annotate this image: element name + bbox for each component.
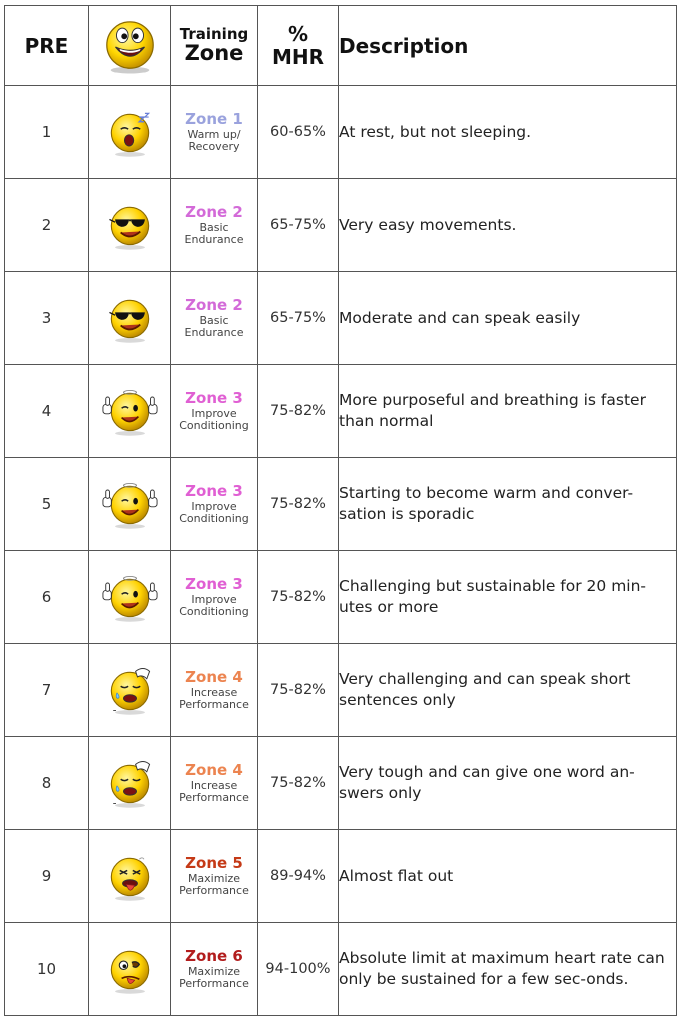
description-text: Starting to become warm and conver-sation is sporadic — [339, 458, 677, 551]
description-text: Moderate and can speak easily — [339, 272, 677, 365]
pre-value: 5 — [5, 458, 89, 551]
zone-subtitle-line1: Maximize — [187, 965, 241, 979]
header-percent-sign: % — [287, 21, 309, 46]
description-text: Very easy movements. — [339, 179, 677, 272]
description-text: At rest, but not sleeping. — [339, 86, 677, 179]
zone-cell — [171, 272, 258, 365]
header-percent-mhr — [258, 6, 339, 86]
mhr-percent: 75-82% — [258, 551, 339, 644]
header-emoji-cell — [89, 6, 171, 86]
cool-sunglasses-face-icon — [102, 290, 158, 346]
zone-subtitle-line2: Conditioning — [179, 512, 249, 526]
table-row — [5, 551, 677, 644]
sweating-face-icon — [102, 755, 158, 811]
mhr-percent: 94-100% — [258, 923, 339, 1016]
zone-cell — [171, 551, 258, 644]
zone-name: Zone 4 — [185, 667, 243, 686]
zone-cell — [171, 179, 258, 272]
pre-value: 10 — [5, 923, 89, 1016]
zone-name: Zone 4 — [185, 760, 243, 779]
header-row — [5, 6, 677, 86]
table-row — [5, 644, 677, 737]
mhr-percent: 65-75% — [258, 272, 339, 365]
zone-subtitle-line2: Performance — [179, 977, 249, 991]
pre-value: 1 — [5, 86, 89, 179]
table-row — [5, 923, 677, 1016]
zone-cell — [171, 644, 258, 737]
zone-subtitle-line1: Increase — [190, 779, 238, 793]
zone-subtitle-line2: Endurance — [184, 326, 244, 340]
pre-value: 9 — [5, 830, 89, 923]
pre-value: 6 — [5, 551, 89, 644]
emoji-cell — [89, 458, 171, 551]
mhr-percent: 75-82% — [258, 365, 339, 458]
dizzy-tongue-face-icon — [102, 941, 158, 997]
zone-subtitle-line1: Maximize — [187, 872, 241, 886]
mhr-percent: 65-75% — [258, 179, 339, 272]
zone-subtitle-line2: Performance — [179, 698, 249, 712]
zone-name: Zone 5 — [185, 853, 243, 872]
zone-subtitle-line2: Performance — [179, 884, 249, 898]
emoji-cell — [89, 737, 171, 830]
description-text: Very tough and can give one word an-swers only — [339, 737, 677, 830]
zone-subtitle-line1: Improve — [191, 593, 237, 607]
zone-subtitle-line1: Improve — [191, 500, 237, 514]
cool-sunglasses-face-icon — [102, 197, 158, 253]
header-zone-label: Zone — [184, 41, 244, 66]
table-row — [5, 272, 677, 365]
table-row — [5, 365, 677, 458]
pre-value: 3 — [5, 272, 89, 365]
header-pre: PRE — [5, 6, 89, 86]
zone-name: Zone 3 — [185, 388, 243, 407]
zone-cell — [171, 86, 258, 179]
zone-name: Zone 3 — [185, 481, 243, 500]
emoji-cell — [89, 551, 171, 644]
zone-name: Zone 2 — [185, 295, 243, 314]
header-training-label: Training — [179, 24, 249, 43]
sweating-face-icon — [102, 662, 158, 718]
table-row — [5, 86, 677, 179]
mhr-percent: 75-82% — [258, 644, 339, 737]
zone-subtitle-line1: Improve — [191, 407, 237, 421]
rpe-training-zone-table — [4, 5, 677, 1016]
zone-name: Zone 1 — [185, 109, 243, 128]
description-text: Very challenging and can speak short sentences only — [339, 644, 677, 737]
zone-cell — [171, 365, 258, 458]
zone-subtitle-line2: Performance — [179, 791, 249, 805]
zone-name: Zone 2 — [185, 202, 243, 221]
happy-face-icon — [101, 17, 159, 75]
emoji-cell — [89, 272, 171, 365]
mhr-percent: 75-82% — [258, 737, 339, 830]
zone-cell — [171, 737, 258, 830]
mhr-percent: 89-94% — [258, 830, 339, 923]
thumbs-up-wink-face-icon — [102, 383, 158, 439]
zone-subtitle-line1: Warm up/ — [187, 128, 241, 142]
pre-value: 2 — [5, 179, 89, 272]
table-row — [5, 458, 677, 551]
zone-cell — [171, 458, 258, 551]
description-text: More purposeful and breathing is faster than normal — [339, 365, 677, 458]
emoji-cell — [89, 923, 171, 1016]
description-text: Challenging but sustainable for 20 min-utes or more — [339, 551, 677, 644]
pre-value: 4 — [5, 365, 89, 458]
table-row — [5, 737, 677, 830]
emoji-cell — [89, 179, 171, 272]
emoji-cell — [89, 365, 171, 458]
thumbs-up-wink-face-icon — [102, 569, 158, 625]
pre-value: 8 — [5, 737, 89, 830]
zone-subtitle-line2: Endurance — [184, 233, 244, 247]
zone-cell — [171, 830, 258, 923]
zone-name: Zone 3 — [185, 574, 243, 593]
emoji-cell — [89, 830, 171, 923]
description-text: Absolute limit at maximum heart rate can only be sustained for a few sec-onds. — [339, 923, 677, 1016]
emoji-cell — [89, 644, 171, 737]
mhr-percent: 75-82% — [258, 458, 339, 551]
header-mhr-label: MHR — [271, 44, 325, 69]
zone-subtitle-line2: Recovery — [188, 140, 240, 154]
emoji-cell — [89, 86, 171, 179]
zone-subtitle-line2: Conditioning — [179, 419, 249, 433]
mhr-percent: 60-65% — [258, 86, 339, 179]
zone-cell — [171, 923, 258, 1016]
zone-subtitle-line1: Increase — [190, 686, 238, 700]
header-training-zone — [171, 6, 258, 86]
zone-subtitle-line1: Basic — [199, 314, 229, 328]
table-row — [5, 179, 677, 272]
header-description: Description — [339, 6, 677, 86]
thumbs-up-wink-face-icon — [102, 476, 158, 532]
zone-name: Zone 6 — [185, 946, 243, 965]
exhausted-tongue-face-icon — [102, 848, 158, 904]
zone-subtitle-line2: Conditioning — [179, 605, 249, 619]
pre-value: 7 — [5, 644, 89, 737]
description-text: Almost flat out — [339, 830, 677, 923]
zone-subtitle-line1: Basic — [199, 221, 229, 235]
table-row — [5, 830, 677, 923]
sleepy-face-icon — [102, 104, 158, 160]
